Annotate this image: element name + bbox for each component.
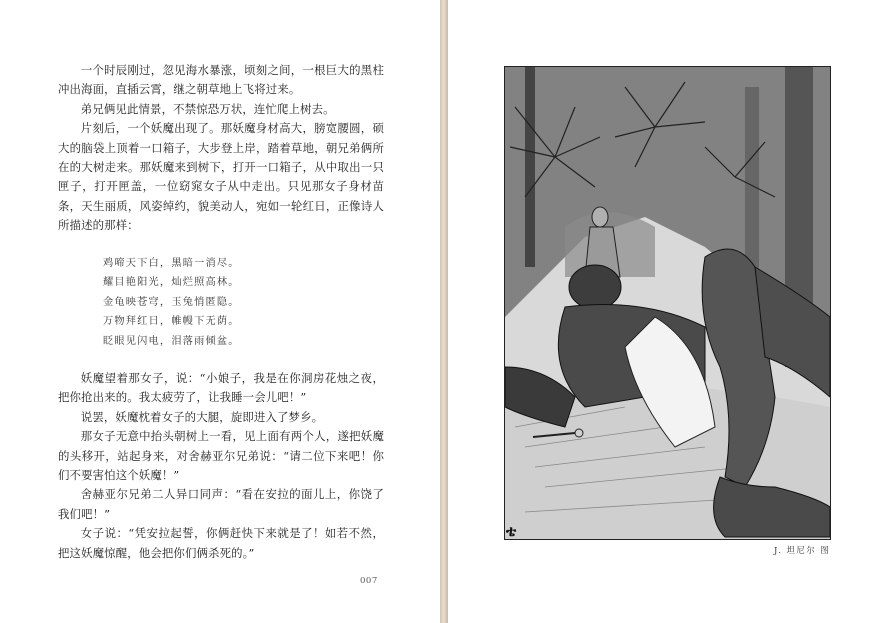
paragraph: 妖魔望着那女子，说：“小娘子，我是在你洞房花烛之夜，把你抢出来的。我太疲劳了，让我睡一会儿吧！” (58, 371, 384, 405)
poem-line: 金龟映苍穹，玉兔悄匿隐。 (103, 296, 240, 308)
poem-line: 耀目艳阳光，灿烂照高林。 (103, 277, 240, 289)
illustration-caption: J. 坦尼尔 图 (774, 545, 831, 555)
paragraph: 舍赫亚尔兄弟二人异口同声：“看在安拉的面儿上，你饶了我们吧！” (58, 487, 384, 521)
poem-line: 万物拜红日，帷幔下无荫。 (103, 316, 240, 328)
prose-top (58, 61, 384, 236)
page-number: 007 (360, 576, 378, 586)
poem-line: 眨眼见闪电，泪落雨倾盆。 (103, 335, 240, 347)
prose-bottom (58, 369, 384, 563)
paragraph: 一个时辰刚过，忽见海水暴涨，顷刻之间，一根巨大的黑柱冲出海面，直插云霄，继之朝草地上飞将过来。 (58, 63, 384, 97)
illustration-drawing (505, 67, 830, 539)
paragraph: 弟兄俩见此情景，不禁惊恐万状，连忙爬上树去。 (80, 101, 335, 116)
engraving-illustration (504, 66, 831, 540)
poem-line: 鸡啼天下白，黑暗一消尽。 (103, 258, 240, 269)
paragraph: 片刻后，一个妖魔出现了。那妖魔身材高大，膀宽腰圆，硕大的脑袋上顶着一口箱子，大步登上岸，踏着草地，朝兄弟俩所在的大树走来。那妖魔来到树下，打开一口箱子，从中取出一只匣子，打开匣盖，一位窈窕女子从中走出。只见那女子身材苗条，天生丽质，风姿绰约，貌美动人，宛如一轮红日，正像诗人所描述的那样： (58, 121, 384, 233)
book-gutter (440, 0, 448, 623)
right-page (448, 0, 885, 623)
paragraph: 说罢，妖魔枕着女子的大腿，旋即进入了梦乡。 (80, 409, 324, 424)
engraver-monogram: ቴ (506, 522, 517, 540)
left-page (0, 0, 440, 623)
paragraph: 那女子无意中抬头朝树上一看，见上面有两个人，遂把妖魔的头移开，站起身来，对舍赫亚尔兄弟说：“请二位下来吧！你们不要害怕这个妖魔！” (58, 429, 384, 483)
poem (103, 254, 240, 351)
paragraph: 女子说：“凭安拉起誓，你俩赶快下来就是了！如若不然，把这妖魔惊醒，他会把你们俩杀死的。” (58, 526, 384, 560)
